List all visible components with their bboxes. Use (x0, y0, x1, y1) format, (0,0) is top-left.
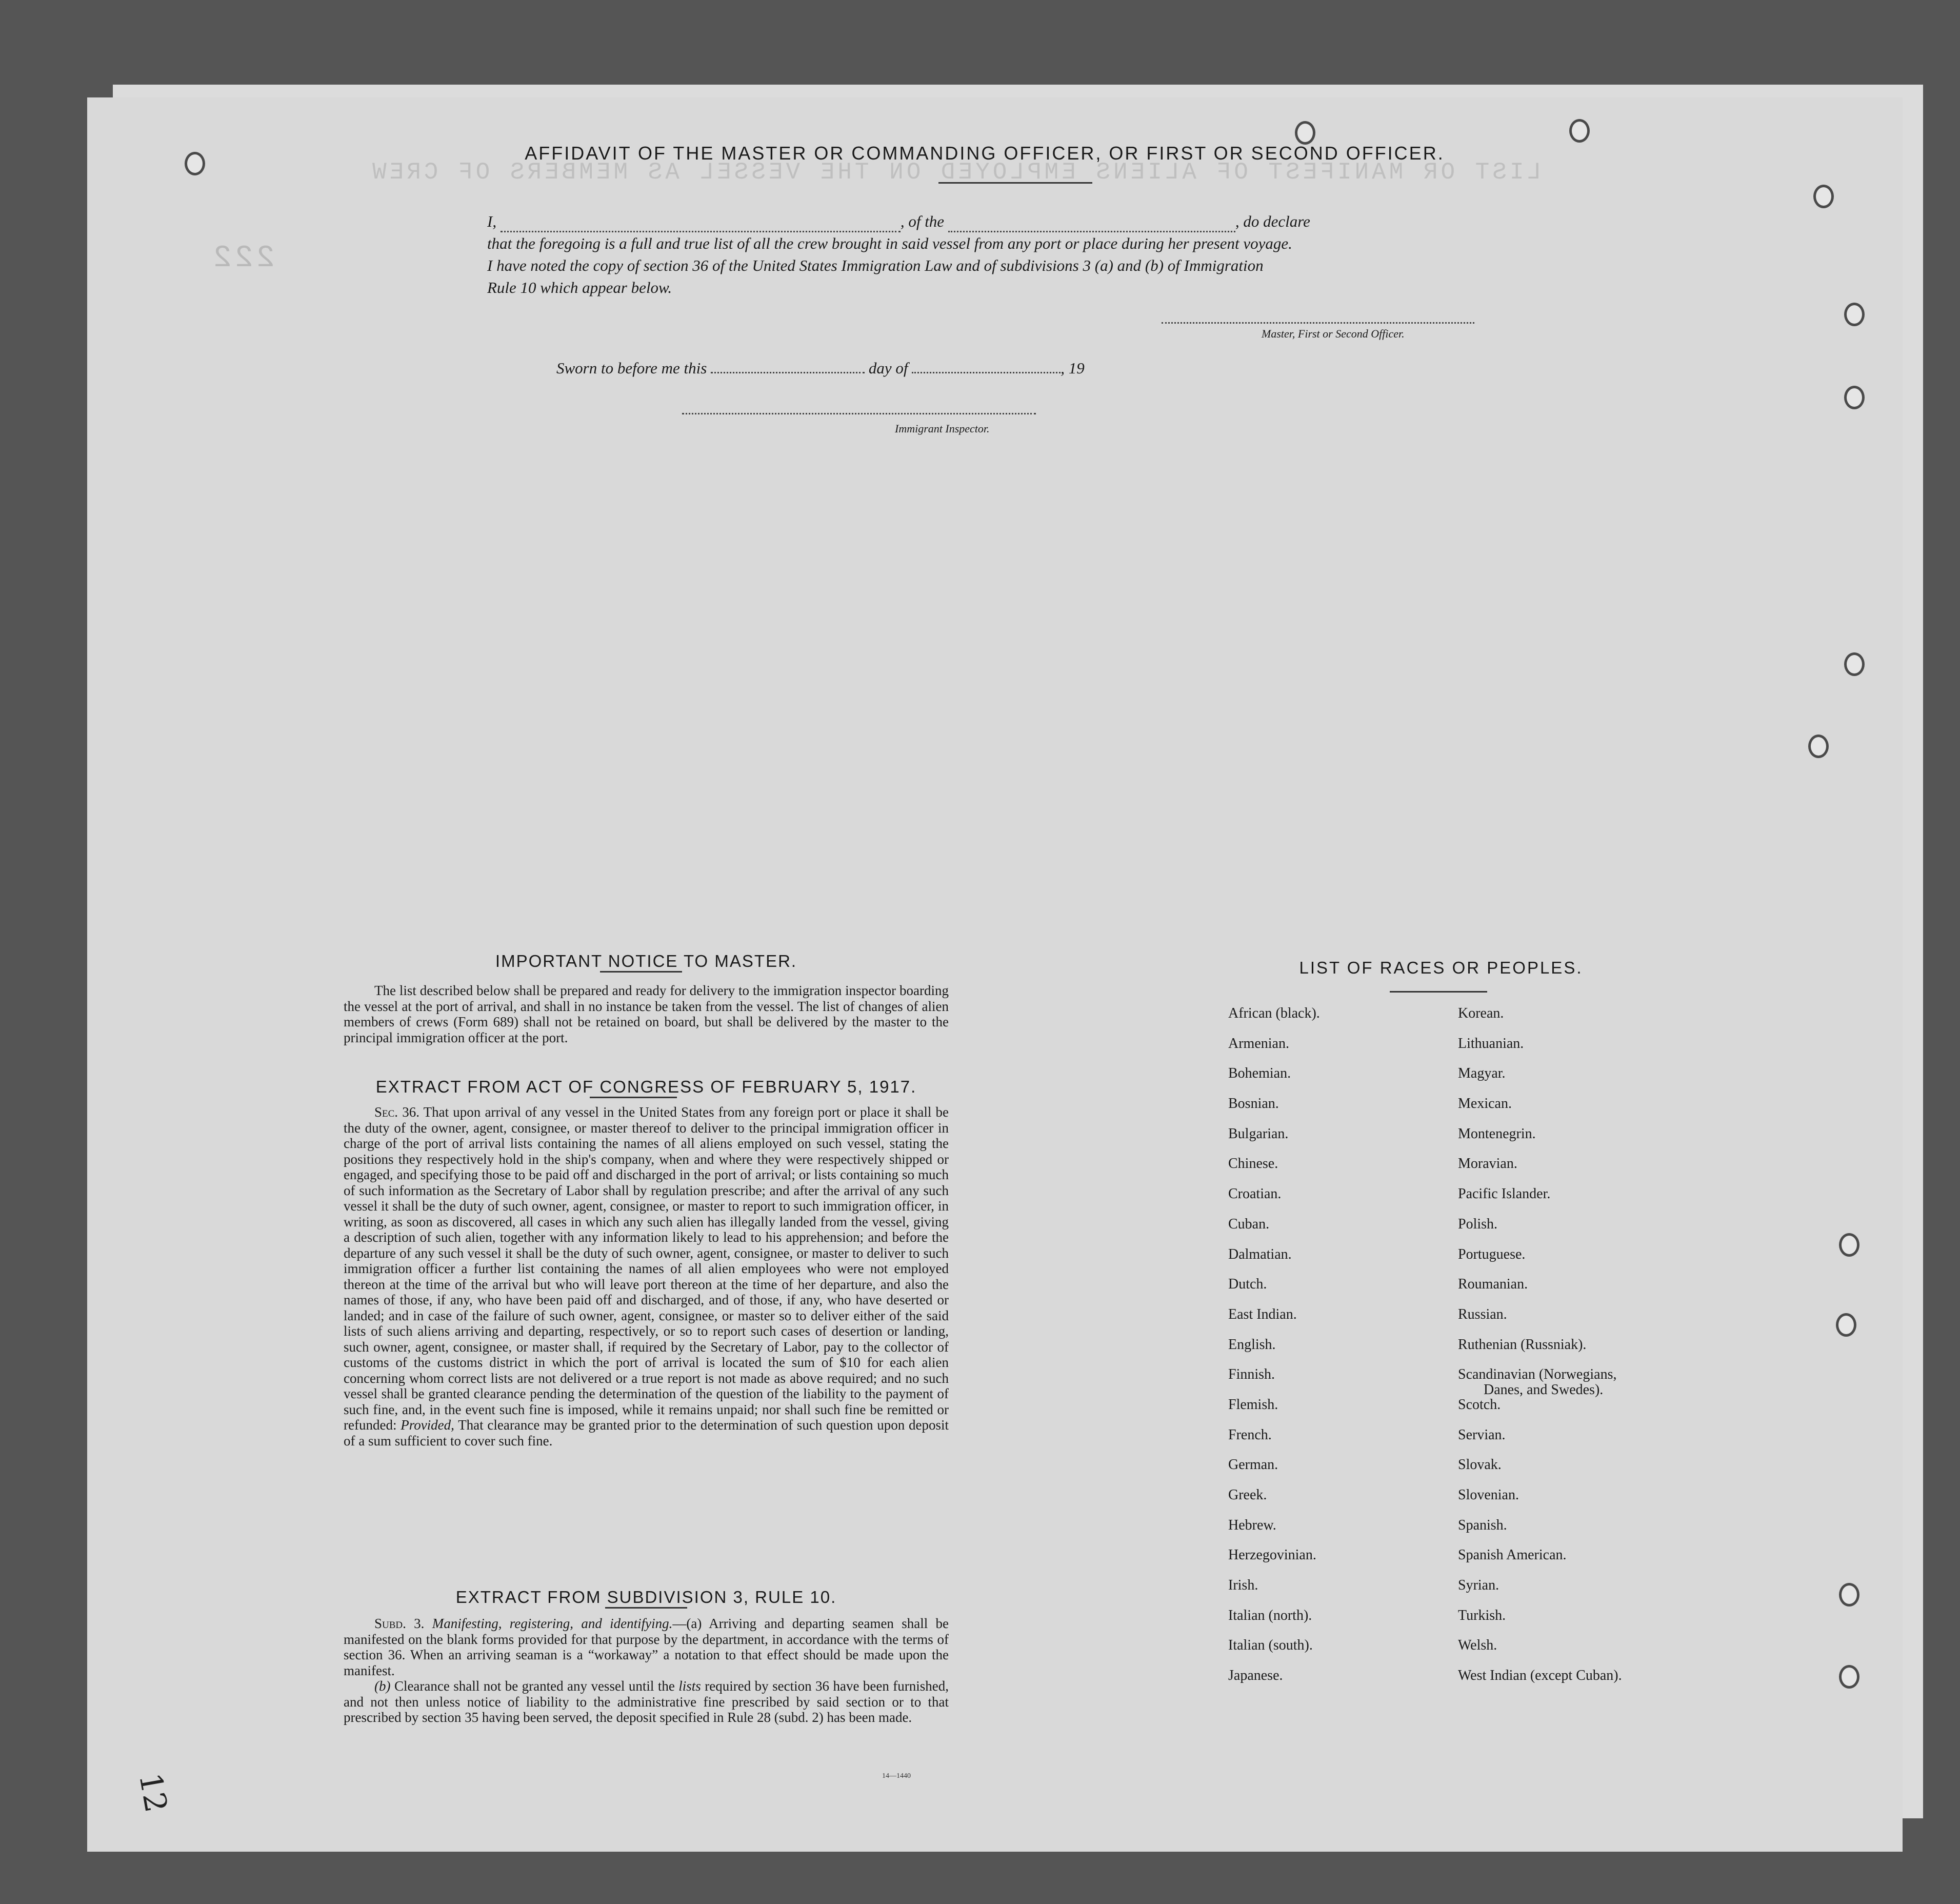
form-code: 14—1440 (882, 1772, 911, 1780)
race-item: Chinese. (1228, 1156, 1278, 1172)
subd-heading: Manifesting, registering, and identifying. (432, 1616, 673, 1631)
race-item: Bohemian. (1228, 1065, 1291, 1082)
rule-extract-section (344, 1588, 949, 1726)
race-item: Russian. (1458, 1306, 1507, 1322)
race-item: Dalmatian. (1228, 1246, 1292, 1262)
rule-title-rule (605, 1607, 687, 1609)
notice-section (344, 951, 949, 1045)
notice-body: The list described below shall be prepared and ready for delivery to the immigration inspector boarding the vessel at the port of arrival, and shall in no instance be taken from the vessel. The list of changes of alien members of crews (Form 689) shall not be retained on board, but shall be delivered by the master to the principal immigration officer at the port. (344, 983, 949, 1045)
race-item: Herzegovinian. (1228, 1547, 1316, 1563)
section-label: Sec. 36. (374, 1104, 419, 1120)
part-a-text: Arriving and departing seamen shall be manifested on the blank forms provided for that purpose by the department, in accordance with the terms of section 36. When an arriving seaman is a “workaway” a notation to that effect should be made upon the manifest. (344, 1616, 949, 1678)
binding-hole (1813, 185, 1834, 208)
sworn-month-blank (912, 372, 1061, 373)
affidavit-body (487, 210, 1503, 299)
bleed-through-page-number: 222 (210, 241, 275, 276)
affidavit-of-the: , of the (900, 212, 945, 230)
race-item: Cuban. (1228, 1216, 1270, 1232)
binding-hole (1839, 1583, 1859, 1607)
race-item: Montenegrin. (1458, 1125, 1536, 1142)
section-body: That upon arrival of any vessel in the United States from any foreign port or place it shall be the duty of the owner, agent, consignee, or master thereof to deliver to the principal immigration officer in charge of the port of arrival lists containing the names of all aliens employed on such vessel, stating the positions they respectively hold in the ship's company, when and where they were respectively shipped or engaged, and specifying those to be paid off and discharged in the port of arrival; or lists containing so much of such information as the Secretary of Labor shall by regulation prescribe; and after the arrival of any such vessel it shall be the duty of such owner, agent, consignee, or master to report to such immigration officer, in writing, as soon as discovered, all cases in which any such alien has illegally landed from the vessel, giving a description of such alien, together with any information likely to lead to his apprehension; and before the departure of any such vessel it shall be the duty of such owner, agent, consignee, or master to deliver to such immigration officer a further list containing the names of all alien employees who were not employed thereon at the time of the arrival but who will leave port thereon at the time of her departure, and also the names of those, if any, who have been paid off and discharged, and of those, if any, who have deserted or landed; and in case of the failure of such owner, agent, consignee, or master so to deliver either of the said lists of such aliens arriving and departing, respectively, or so to report such cases of desertion or landing, such owner, agent, consignee, or master shall, if required by the Secretary of Labor, pay to the collector of customs of the customs district in which the port of arrival is located the sum of $10 for each alien concerning whom correct lists are not delivered or a true report is not made as above required; and no such vessel shall be granted clearance pending the determination of the question of the liability to the payment of such fine, and, in the event such fine is imposed, while it remains unpaid; nor shall such fine be remitted or refunded: (344, 1104, 949, 1433)
race-item: Portuguese. (1458, 1246, 1526, 1262)
act-extract-section (344, 1077, 949, 1449)
affidavit-line-3: I have noted the copy of section 36 of the United States Immigration Law and of subdivisions 3 (a) and (b) of Immigration (487, 256, 1264, 274)
sworn-day-of: day of (868, 359, 908, 377)
binding-hole (1839, 1665, 1859, 1689)
race-item: Pacific Islander. (1458, 1186, 1551, 1202)
handwritten-number: 12 (132, 1770, 174, 1815)
race-item: Armenian. (1228, 1035, 1289, 1052)
inspector-caption: Immigrant Inspector. (895, 422, 990, 435)
race-item: Slovenian. (1458, 1487, 1519, 1503)
race-item: Welsh. (1458, 1637, 1497, 1654)
sworn-line (556, 359, 1172, 378)
race-item: Moravian. (1458, 1156, 1517, 1172)
title-rule (938, 182, 1092, 184)
bleed-through-header: LIST OR MANIFEST OF ALIENS EMPLOYED ON THE VESSEL AS MEMBERS OF CREW (369, 159, 1542, 186)
vessel-blank (948, 213, 1235, 232)
race-item: English. (1228, 1336, 1276, 1353)
rule-part-a (344, 1616, 949, 1678)
part-b-label: (b) (374, 1678, 391, 1694)
race-item-scandinavian (1458, 1366, 1622, 1397)
race-item: Mexican. (1458, 1096, 1512, 1112)
affidavit-declare: , do declare (1235, 212, 1310, 230)
race-item: Irish. (1228, 1577, 1258, 1594)
race-item: German. (1228, 1457, 1278, 1473)
master-caption: Master, First or Second Officer. (1262, 327, 1405, 340)
inspector-signature-line (682, 413, 1036, 414)
binding-hole (1844, 386, 1865, 409)
race-item: African (black). (1228, 1005, 1320, 1021)
races-title-rule (1390, 991, 1487, 993)
master-signature-line (1162, 322, 1474, 324)
binding-hole (1844, 303, 1865, 326)
part-a-label: —(a) (672, 1616, 702, 1631)
race-item: Greek. (1228, 1487, 1267, 1503)
race-item: Italian (north). (1228, 1607, 1312, 1623)
race-item-continued: Danes, and Swedes). (1484, 1382, 1604, 1398)
sworn-prefix: Sworn to before me this (556, 359, 707, 377)
provided-word: Provided, (401, 1417, 454, 1433)
race-item: Syrian. (1458, 1577, 1499, 1594)
part-b-post: required by section 36 have been furnished, and not then unless notice of liability to the administrative fine prescribed by said section or to that prescribed by section 35 having been served, the deposit specified in Rule 28 (subd. 2) has been made. (344, 1678, 949, 1725)
sworn-year: , 19 (1061, 359, 1085, 377)
race-item: Spanish. (1458, 1517, 1507, 1533)
binding-hole (1295, 121, 1315, 145)
race-item: Hebrew. (1228, 1517, 1276, 1533)
race-item: Lithuanian. (1458, 1035, 1524, 1052)
affidavit-title: AFFIDAVIT OF THE MASTER OR COMMANDING OFFICER, OR FIRST OR SECOND OFFICER. (525, 143, 1445, 164)
binding-hole (1844, 652, 1865, 676)
act-extract-title: EXTRACT FROM ACT OF CONGRESS OF FEBRUARY 5, 1917. (375, 1077, 917, 1096)
race-item: Bosnian. (1228, 1096, 1279, 1112)
sworn-day-blank (711, 372, 865, 373)
race-item: Servian. (1458, 1426, 1506, 1443)
notice-title-rule (600, 971, 682, 973)
binding-hole (1808, 735, 1829, 758)
race-item: Scandinavian (Norwegians, (1458, 1366, 1617, 1383)
race-item: Turkish. (1458, 1607, 1506, 1623)
affidavit-i: I, (487, 212, 497, 230)
section-body-end: That clearance may be granted prior to the determination of such question upon deposit of a sum sufficient to cover such fine. (344, 1417, 949, 1449)
part-b-pre: Clearance shall not be granted any vessel until the (394, 1678, 675, 1694)
subd-label: Subd. 3. (374, 1616, 425, 1631)
race-item: Ruthenian (Russniak). (1458, 1336, 1587, 1353)
race-item: Scotch. (1458, 1396, 1501, 1413)
race-item: Korean. (1458, 1005, 1504, 1021)
binding-hole (185, 152, 205, 175)
race-item: West Indian (except Cuban). (1458, 1668, 1622, 1684)
name-blank (501, 213, 901, 232)
race-item: Spanish American. (1458, 1547, 1567, 1563)
rule-extract-title: EXTRACT FROM SUBDIVISION 3, RULE 10. (455, 1588, 837, 1607)
races-right-column (1458, 1005, 1622, 1698)
race-item: Slovak. (1458, 1457, 1502, 1473)
race-item: East Indian. (1228, 1306, 1297, 1322)
race-item: Croatian. (1228, 1186, 1282, 1202)
act-extract-body (344, 1104, 949, 1449)
notice-title: IMPORTANT NOTICE TO MASTER. (495, 951, 797, 970)
race-item: Japanese. (1228, 1668, 1283, 1684)
binding-hole (1836, 1313, 1856, 1337)
affidavit-line-4: Rule 10 which appear below. (487, 279, 672, 296)
race-item: Flemish. (1228, 1396, 1278, 1413)
race-item: Italian (south). (1228, 1637, 1313, 1654)
race-item: Polish. (1458, 1216, 1498, 1232)
affidavit-line-2: that the foregoing is a full and true list of all the crew brought in said vessel from any port or place during her present voyage. (487, 234, 1292, 252)
binding-hole (1839, 1233, 1859, 1257)
race-item: Magyar. (1458, 1065, 1506, 1082)
race-item: Finnish. (1228, 1366, 1275, 1383)
races-left-column (1228, 1005, 1320, 1698)
race-item: Bulgarian. (1228, 1125, 1289, 1142)
part-b-lists: lists (678, 1678, 701, 1694)
race-item: Roumanian. (1458, 1276, 1528, 1293)
binding-hole (1569, 119, 1590, 143)
race-item: Dutch. (1228, 1276, 1267, 1293)
race-item: French. (1228, 1426, 1272, 1443)
rule-part-b (344, 1678, 949, 1726)
act-title-rule (590, 1097, 677, 1098)
races-title: LIST OF RACES OR PEOPLES. (1299, 958, 1583, 977)
